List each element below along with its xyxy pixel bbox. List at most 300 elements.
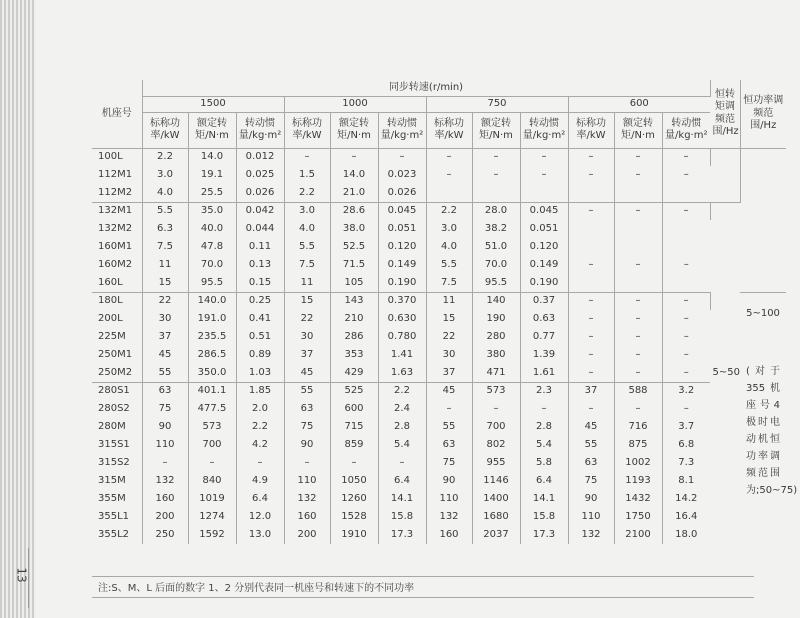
table-cell: 63 (568, 454, 614, 472)
table-cell: 143 (330, 292, 378, 310)
table-cell: 0.190 (520, 274, 568, 292)
table-cell: 1592 (188, 526, 236, 544)
table-cell: 477.5 (188, 400, 236, 418)
table-cell: 600 (330, 400, 378, 418)
table-cell: 45 (568, 418, 614, 436)
table-row (92, 220, 786, 238)
table-cell (662, 220, 710, 238)
table-row (92, 490, 786, 508)
table-cell: – (614, 364, 662, 382)
frame-cell: 280M (92, 418, 142, 436)
table-cell: 40.0 (188, 220, 236, 238)
table-cell: – (683, 258, 689, 270)
frame-cell: 250M2 (92, 364, 142, 382)
table-cell: 0.780 (378, 328, 426, 346)
table-cell: 95.5 (472, 274, 520, 292)
col-header-inertia: 转动惯量/kg·m² (236, 112, 284, 148)
table-cell: 140 (472, 292, 520, 310)
table-cell: 0.15 (236, 274, 284, 292)
frame-cell: 160M2 (92, 256, 142, 274)
table-cell (614, 184, 662, 202)
table-cell: 2.2 (284, 184, 330, 202)
frame-cell: 315S2 (92, 454, 142, 472)
table-cell: 15.8 (520, 508, 568, 526)
table-cell (426, 184, 472, 202)
frame-header: 机座号 (92, 80, 142, 148)
table-cell: – (142, 454, 188, 472)
table-cell: – (378, 454, 426, 472)
col-header-power: 标称功率/kW (426, 112, 472, 148)
table-cell: 0.63 (520, 310, 568, 328)
table-cell: 2.8 (378, 418, 426, 436)
frame-cell: 132M2 (92, 220, 142, 238)
col-header-power: 标称功率/kW (284, 112, 330, 148)
table-cell: 2.2 (378, 382, 426, 400)
table-cell: 573 (188, 418, 236, 436)
table-cell: 15 (284, 292, 330, 310)
table-cell: – (662, 202, 710, 220)
table-row (92, 364, 786, 382)
frame-cell: 200L (92, 310, 142, 328)
table-cell: 200 (284, 526, 330, 544)
table-cell: – (568, 346, 614, 364)
table-cell: 7.5 (426, 274, 472, 292)
table-cell: 55 (284, 382, 330, 400)
table-row (92, 382, 786, 400)
table-cell: 1260 (330, 490, 378, 508)
frame-cell: 160L (92, 274, 142, 292)
table-cell: – (378, 148, 426, 166)
table-cell: – (188, 454, 236, 472)
table-cell: 11 (426, 292, 472, 310)
table-cell: 2.2 (236, 418, 284, 436)
table-cell: 0.77 (520, 328, 568, 346)
table-cell: 160 (284, 508, 330, 526)
table-cell: – (614, 292, 662, 310)
table-cell: 0.11 (236, 238, 284, 256)
table-cell: 1274 (188, 508, 236, 526)
table-cell: 14.0 (330, 166, 378, 184)
table-cell: – (520, 166, 568, 184)
table-cell: 1146 (472, 472, 520, 490)
table-cell: 715 (330, 418, 378, 436)
table-cell (568, 184, 614, 202)
table-cell: 30 (426, 346, 472, 364)
table-cell: 1.85 (236, 382, 284, 400)
table-cell: – (614, 346, 662, 364)
table-cell: 859 (330, 436, 378, 454)
table-cell: 132 (142, 472, 188, 490)
const-torque-header: 恒转矩调频范围/Hz (710, 80, 740, 148)
table-row (92, 328, 786, 346)
table-cell (472, 184, 520, 202)
table-cell: 70.0 (188, 256, 236, 274)
table-cell: 525 (330, 382, 378, 400)
table-cell: 19.1 (188, 166, 236, 184)
table-cell: 7.3 (678, 456, 695, 468)
table-cell: 4.2 (236, 436, 284, 454)
table-cell: 14.1 (378, 490, 426, 508)
table-cell: 1050 (330, 472, 378, 490)
table-cell: 37 (426, 364, 472, 382)
table-cell: 0.042 (236, 202, 284, 220)
table-cell (662, 274, 710, 292)
table-cell: 132 (426, 508, 472, 526)
const-torque-value: 5~50 (710, 202, 740, 544)
table-cell: 2.0 (236, 400, 284, 418)
table-cell: – (472, 400, 520, 418)
table-cell: 2.2 (142, 148, 188, 166)
table-cell: 110 (284, 472, 330, 490)
const-power-cell (740, 148, 786, 292)
table-cell: 200 (142, 508, 188, 526)
table-cell: 0.051 (520, 220, 568, 238)
table-cell: – (472, 148, 520, 166)
table-cell: 0.41 (236, 310, 284, 328)
table-cell: 140.0 (188, 292, 236, 310)
table-cell: – (683, 348, 689, 360)
table-cell: 6.4 (520, 472, 568, 490)
table-cell: 573 (472, 382, 520, 400)
frame-cell: 280S1 (92, 382, 142, 400)
table-cell: 30 (142, 310, 188, 328)
table-row (92, 400, 786, 418)
table-cell: – (284, 454, 330, 472)
table-cell: – (330, 454, 378, 472)
table-cell: 0.190 (378, 274, 426, 292)
table-cell: 401.1 (188, 382, 236, 400)
table-cell: 1.39 (520, 346, 568, 364)
table-row (92, 472, 786, 490)
frame-cell: 180L (92, 292, 142, 310)
table-cell: 105 (330, 274, 378, 292)
table-cell: 75 (568, 472, 614, 490)
table-cell: 18.0 (675, 528, 698, 540)
table-cell: – (426, 166, 472, 184)
table-cell: 75 (142, 400, 188, 418)
col-header-torque: 额定转矩/N·m (472, 112, 520, 148)
const-torque-cell (710, 148, 740, 202)
table-cell: – (472, 166, 520, 184)
table-cell: 110 (426, 490, 472, 508)
table-row (92, 202, 786, 220)
table-cell: – (683, 330, 689, 342)
table-cell: 429 (330, 364, 378, 382)
table-cell: 840 (188, 472, 236, 490)
table-cell: 955 (472, 454, 520, 472)
table-cell: 22 (142, 292, 188, 310)
table-row (92, 418, 786, 436)
table-cell: 63 (426, 436, 472, 454)
table-cell: 5.5 (426, 256, 472, 274)
table-cell (520, 184, 568, 202)
table-cell: 3.7 (678, 420, 695, 432)
speed-header: 1500 (142, 96, 284, 112)
table-cell: – (568, 292, 614, 310)
table-cell: 160 (426, 526, 472, 544)
table-cell: 21.0 (330, 184, 378, 202)
table-cell: 0.045 (378, 202, 426, 220)
table-cell (614, 238, 662, 256)
table-cell: 22 (426, 328, 472, 346)
col-header-torque: 额定转矩/N·m (188, 112, 236, 148)
frame-cell: 355L2 (92, 526, 142, 544)
table-cell: 90 (568, 490, 614, 508)
table-cell: – (614, 256, 662, 274)
frame-cell: 280S2 (92, 400, 142, 418)
table-cell: 0.023 (378, 166, 426, 184)
col-header-power: 标称功率/kW (568, 112, 614, 148)
table-cell: 0.026 (378, 184, 426, 202)
frame-cell: 315S1 (92, 436, 142, 454)
table-cell: – (236, 454, 284, 472)
table-cell: 700 (188, 436, 236, 454)
table-cell: 110 (142, 436, 188, 454)
table-cell: 1.61 (520, 364, 568, 382)
table-row (92, 166, 786, 184)
table-cell: 2.4 (378, 400, 426, 418)
table-cell: 35.0 (188, 202, 236, 220)
table-cell: – (568, 166, 614, 184)
frame-cell: 112M1 (92, 166, 142, 184)
table-cell: 380 (472, 346, 520, 364)
table-cell: 4.0 (284, 220, 330, 238)
table-cell: 90 (142, 418, 188, 436)
table-row (92, 274, 786, 292)
table-cell: 17.3 (520, 526, 568, 544)
table-cell: 14.0 (188, 148, 236, 166)
col-header-power: 标称功率/kW (142, 112, 188, 148)
table-cell: – (683, 366, 689, 378)
const-power-value-cell (740, 292, 798, 544)
table-cell: – (568, 400, 614, 418)
table-cell: 1.41 (378, 346, 426, 364)
table-cell: – (614, 400, 662, 418)
table-cell: 700 (472, 418, 520, 436)
table-cell: 1750 (614, 508, 662, 526)
table-row (92, 346, 786, 364)
table-cell: 5.4 (378, 436, 426, 454)
table-cell: 63 (284, 400, 330, 418)
frame-cell: 132M1 (92, 202, 142, 220)
table-cell: – (520, 148, 568, 166)
motor-spec-table (92, 80, 798, 544)
table-cell: – (284, 148, 330, 166)
table-cell: – (568, 256, 614, 274)
table-cell: 875 (614, 436, 662, 454)
table-cell: – (568, 148, 614, 166)
table-cell: 16.4 (675, 510, 698, 522)
table-cell: 1680 (472, 508, 520, 526)
table-cell: 28.6 (330, 202, 378, 220)
table-cell (614, 274, 662, 292)
table-cell: – (683, 168, 689, 180)
table-row (92, 526, 786, 544)
table-cell: 1.63 (378, 364, 426, 382)
table-cell: 160 (142, 490, 188, 508)
frame-cell: 225M (92, 328, 142, 346)
table-cell: – (662, 148, 710, 166)
table-cell: 0.13 (236, 256, 284, 274)
table-cell: 30 (284, 328, 330, 346)
table-cell (614, 220, 662, 238)
table-cell: 13.0 (236, 526, 284, 544)
speed-header: 600 (568, 96, 710, 112)
table-cell: 4.0 (142, 184, 188, 202)
table-cell: 0.25 (236, 292, 284, 310)
table-cell: 47.8 (188, 238, 236, 256)
table-cell: 75 (284, 418, 330, 436)
frame-cell: 355M (92, 490, 142, 508)
table-cell: 6.8 (678, 438, 695, 450)
table-cell: 0.51 (236, 328, 284, 346)
table-cell (662, 184, 710, 202)
table-row (92, 184, 786, 202)
table-cell: 0.051 (378, 220, 426, 238)
table-cell: 0.37 (520, 292, 568, 310)
table-cell: – (662, 292, 710, 310)
col-header-inertia: 转动惯量/kg·m² (520, 112, 568, 148)
table-cell: 1.03 (236, 364, 284, 382)
table-cell: – (426, 400, 472, 418)
table-cell: 716 (614, 418, 662, 436)
table-cell: – (330, 148, 378, 166)
table-cell: 350.0 (188, 364, 236, 382)
table-cell: 6.3 (142, 220, 188, 238)
table-cell: 1432 (614, 490, 662, 508)
table-cell: 5.5 (142, 202, 188, 220)
table-cell: – (568, 328, 614, 346)
table-cell: 5.8 (520, 454, 568, 472)
table-cell: – (568, 364, 614, 382)
table-cell: 0.630 (378, 310, 426, 328)
table-row (92, 256, 786, 274)
table-cell: – (614, 328, 662, 346)
table-cell: 588 (614, 382, 662, 400)
table-row (92, 454, 786, 472)
table-cell: 45 (142, 346, 188, 364)
table-cell: 28.0 (472, 202, 520, 220)
table-cell: – (614, 310, 662, 328)
table-cell: 15 (426, 310, 472, 328)
table-cell: 14.2 (675, 492, 698, 504)
table-cell: 0.012 (236, 148, 284, 166)
table-cell: 2037 (472, 526, 520, 544)
table-cell: 4.0 (426, 238, 472, 256)
table-cell: 52.5 (330, 238, 378, 256)
table-cell: 90 (426, 472, 472, 490)
frame-cell: 160M1 (92, 238, 142, 256)
edge-stripe-decoration (0, 0, 36, 618)
col-header-inertia: 转动惯量/kg·m² (378, 112, 426, 148)
table-cell: 17.3 (378, 526, 426, 544)
table-cell: 286.5 (188, 346, 236, 364)
table-cell: – (520, 400, 568, 418)
table-cell: 0.370 (378, 292, 426, 310)
table-row (92, 238, 786, 256)
table-row (92, 508, 786, 526)
const-power-note: (对于355机座号4极时电动机恒功率调频范围为;50~75) (746, 365, 798, 496)
page-number: 13 (14, 567, 29, 583)
table-cell: 11 (142, 256, 188, 274)
table-cell: 802 (472, 436, 520, 454)
table-cell: – (614, 202, 662, 220)
table-cell: 55 (142, 364, 188, 382)
table-cell: 8.1 (678, 474, 695, 486)
table-footnote: 注:S、M、L 后面的数字 1、2 分别代表同一机座号和转速下的不同功率 (92, 576, 754, 598)
table-cell: 6.4 (378, 472, 426, 490)
table-cell: 0.044 (236, 220, 284, 238)
table-cell: 95.5 (188, 274, 236, 292)
table-cell: 5.5 (284, 238, 330, 256)
table-cell: 15 (142, 274, 188, 292)
table-cell (662, 238, 710, 256)
table-cell: 1193 (614, 472, 662, 490)
table-cell: 0.120 (378, 238, 426, 256)
table-cell: 14.1 (520, 490, 568, 508)
table-cell: 75 (426, 454, 472, 472)
table-cell: 0.149 (520, 256, 568, 274)
table-cell: – (426, 148, 472, 166)
table-cell: 25.5 (188, 184, 236, 202)
table-cell: 0.025 (236, 166, 284, 184)
col-header-torque: 额定转矩/N·m (330, 112, 378, 148)
table-cell: 7.5 (284, 256, 330, 274)
table-cell: 0.120 (520, 238, 568, 256)
table-cell: 1528 (330, 508, 378, 526)
table-cell: 132 (568, 526, 614, 544)
table-cell: 45 (426, 382, 472, 400)
table-cell: – (568, 310, 614, 328)
table-cell: 1910 (330, 526, 378, 544)
table-row (92, 292, 786, 310)
table-cell: 3.0 (284, 202, 330, 220)
table-cell: 1002 (614, 454, 662, 472)
table-cell: 38.0 (330, 220, 378, 238)
table-cell: 37 (568, 382, 614, 400)
table-cell: 132 (284, 490, 330, 508)
table-cell (568, 220, 614, 238)
table-cell: 37 (142, 328, 188, 346)
speed-header: 1000 (284, 96, 426, 112)
table-cell: 12.0 (236, 508, 284, 526)
table-cell: 0.89 (236, 346, 284, 364)
table-cell: 6.4 (236, 490, 284, 508)
table-row (92, 310, 786, 328)
table-cell: 37 (284, 346, 330, 364)
table-cell: 2.8 (520, 418, 568, 436)
frame-cell: 112M2 (92, 184, 142, 202)
speed-header: 750 (426, 96, 568, 112)
table-cell (568, 238, 614, 256)
table-row (92, 436, 786, 454)
table-cell: – (683, 312, 689, 324)
const-power-header: 恒功率调频范围/Hz (740, 80, 786, 148)
col-header-inertia: 转动惯量/kg·m² (662, 112, 710, 148)
frame-cell: 250M1 (92, 346, 142, 364)
table-cell: 2100 (614, 526, 662, 544)
table-row (92, 148, 786, 166)
table-cell: – (683, 402, 689, 414)
table-cell: 63 (142, 382, 188, 400)
table-cell: 3.2 (662, 382, 710, 400)
frame-cell: 355L1 (92, 508, 142, 526)
table-cell: – (568, 202, 614, 220)
table-cell: 0.045 (520, 202, 568, 220)
table-cell: 235.5 (188, 328, 236, 346)
table-cell: 45 (284, 364, 330, 382)
sync-speed-header: 同步转速(r/min) (142, 80, 710, 96)
